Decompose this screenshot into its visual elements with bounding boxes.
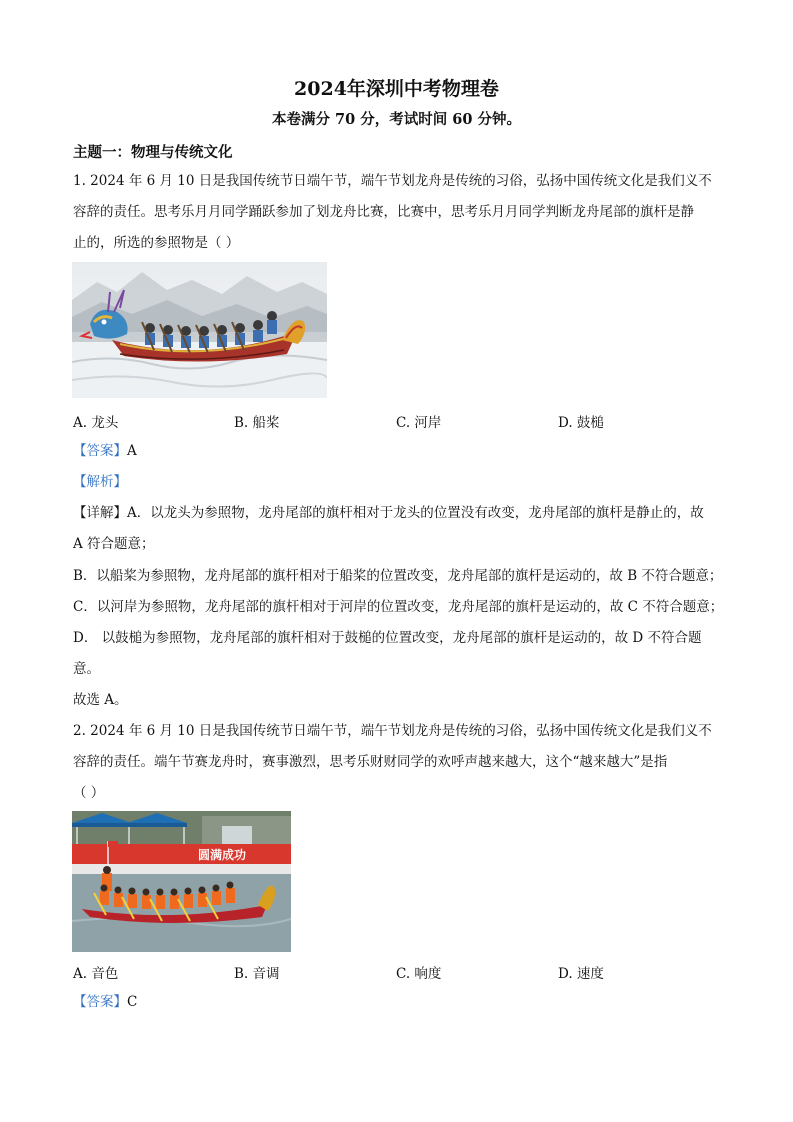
- answer-value: A: [127, 443, 137, 459]
- answer-tag: 【答案】: [73, 994, 127, 1010]
- q1-detail-line-4: C．以河岸为参照物，龙舟尾部的旗杆相对于河岸的位置改变，龙舟尾部的旗杆是运动的，故 C 不符合题意；: [73, 599, 724, 615]
- q1-conclusion: 故选 A。: [73, 692, 128, 708]
- q1-detail-line-2: A 符合题意；: [73, 536, 155, 552]
- q2-option-a: A. 音色: [73, 966, 119, 982]
- q2-line-3: （ ）: [73, 785, 105, 801]
- q2-answer: [73, 992, 137, 1012]
- q1-option-a: A. 龙头: [73, 415, 119, 431]
- q1-detail-line-3: B．以船桨为参照物，龙舟尾部的旗杆相对于船桨的位置改变，龙舟尾部的旗杆是运动的，故 B 不符合题意；: [73, 568, 723, 584]
- analysis-tag: 【解析】: [73, 474, 127, 490]
- answer-value: C: [127, 994, 138, 1010]
- q2-option-d: D. 速度: [558, 966, 604, 982]
- page-subtitle: 本卷满分 70 分，考试时间 60 分钟。: [271, 111, 522, 128]
- answer-tag: 【答案】: [73, 443, 127, 459]
- detail-tag: 【详解】: [73, 505, 127, 521]
- page-title: 2024年深圳中考物理卷: [294, 78, 499, 100]
- q1-line-3: 止的，所选的参照物是（ ）: [73, 235, 240, 251]
- q1-analysis: [73, 472, 127, 492]
- q1-option-b: B. 船桨: [234, 415, 280, 431]
- q1-option-c: C. 河岸: [396, 415, 442, 431]
- q1-detail-line-5: D． 以鼓槌为参照物，龙舟尾部的旗杆相对于鼓槌的位置改变，龙舟尾部的旗杆是运动的，故 D 不符合题: [73, 630, 702, 646]
- q1-detail-line-1: [73, 503, 704, 523]
- q1-answer: [73, 441, 137, 461]
- q2-option-c: C. 响度: [396, 966, 442, 982]
- detail-text: A．以龙头为参照物，龙舟尾部的旗杆相对于龙头的位置没有改变，龙舟尾部的旗杆是静止的，故: [127, 505, 704, 521]
- q1-line-2: 容辞的责任。思考乐月月同学踊跃参加了划龙舟比赛，比赛中，思考乐月月同学判断龙舟尾部的旗杆是静: [73, 204, 694, 220]
- dragon-boat-race-photo: [72, 811, 291, 952]
- q1-option-d: D. 鼓槌: [558, 415, 604, 431]
- q1-line-1: 1. 2024 年 6 月 10 日是我国传统节日端午节，端午节划龙舟是传统的习俗，弘扬中国传统文化是我们义不: [73, 173, 712, 189]
- q2-option-b: B. 音调: [234, 966, 280, 982]
- section-title: 主题一：物理与传统文化: [73, 144, 233, 161]
- q2-line-2: 容辞的责任。端午节赛龙舟时，赛事激烈，思考乐财财同学的欢呼声越来越大，这个“越来越大”是指: [73, 754, 668, 770]
- q2-line-1: 2. 2024 年 6 月 10 日是我国传统节日端午节，端午节划龙舟是传统的习俗，弘扬中国传统文化是我们义不: [73, 723, 712, 739]
- banner-text: 圆满成功: [197, 848, 247, 862]
- dragon-boat-ink-illustration: [72, 262, 327, 398]
- q1-detail-line-6: 意。: [73, 661, 100, 677]
